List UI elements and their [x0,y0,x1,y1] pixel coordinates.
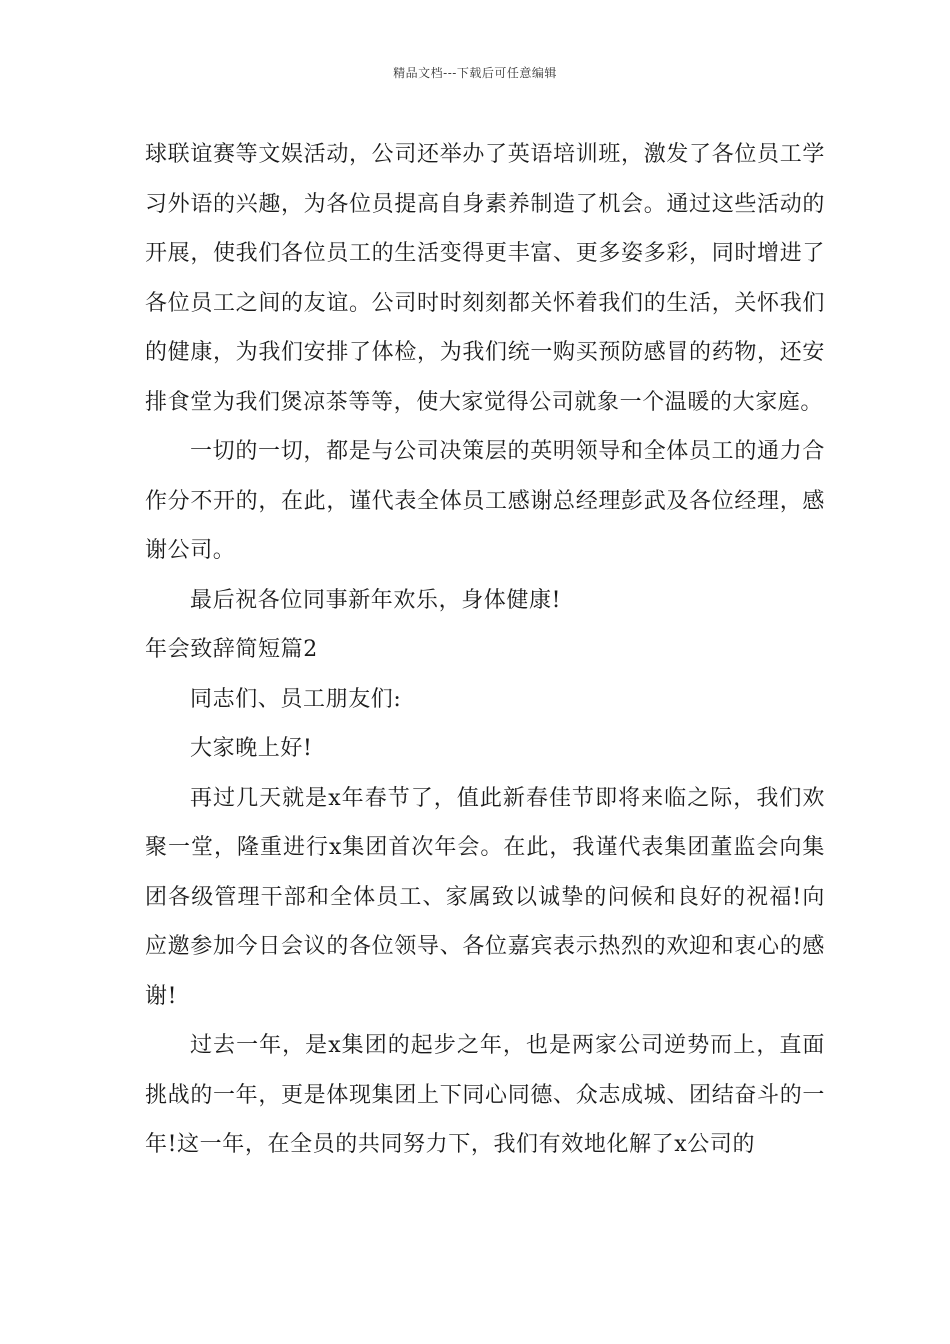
section-title: 年会致辞简短篇2 [145,637,318,662]
paragraph-thanks: 一切的一切，都是与公司决策层的英明领导和全体员工的通力合作分不开的，在此，谨代表全体员工感谢总经理彭武及各位经理，感谢公司。 [145,439,825,563]
paragraph-activities: 球联谊赛等文娱活动，公司还举办了英语培训班，激发了各位员工学习外语的兴趣，为各位员提高自身素养制造了机会。通过这些活动的开展，使我们各位员工的生活变得更丰富、更多姿多彩，同时增进了各位员工之间的友谊。公司时时刻刻都关怀着我们的生活，关怀我们的健康，为我们安排了体检，为我们统一购买预防感冒的药物，还安排食堂为我们煲凉茶等等，使大家觉得公司就象一个温暖的大家庭。 [145,142,825,415]
document-body [145,130,825,1170]
paragraph-past-year: 过去一年，是x集团的起步之年，也是两家公司逆势而上，直面挑战的一年，更是体现集团上下同心同德、众志成城、团结奋斗的一年!这一年，在全员的共同努力下，我们有效地化解了x公司的 [145,1033,825,1157]
paragraph-wishes: 最后祝各位同事新年欢乐，身体健康! [190,587,562,613]
paragraph-salutation: 同志们、员工朋友们: [190,686,402,712]
paragraph-festival: 再过几天就是x年春节了，值此新春佳节即将来临之际，我们欢聚一堂，隆重进行x集团首次年会。在此，我谨代表集团董监会向集团各级管理干部和全体员工、家属致以诚挚的问候和良好的祝福!向应邀参加今日会议的各位领导、各位嘉宾表示热烈的欢迎和衷心的感谢! [145,785,825,1009]
paragraph-greeting: 大家晚上好! [190,736,313,761]
page-header: 精品文档---下载后可任意编辑 [393,66,557,80]
